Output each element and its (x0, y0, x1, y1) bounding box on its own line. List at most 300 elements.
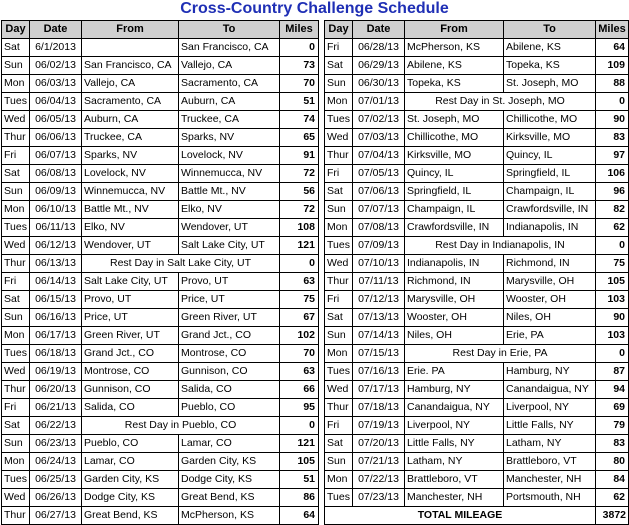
cell-from: Elko, NV (82, 219, 179, 237)
header-day: Day (325, 21, 353, 39)
cell-from: Salt Lake City, UT (82, 273, 179, 291)
cell-date: 07/18/13 (353, 399, 405, 417)
cell-day: Fri (325, 165, 353, 183)
cell-miles: 90 (596, 111, 629, 129)
table-row (325, 417, 629, 435)
table-row (2, 489, 319, 507)
total-row (325, 507, 629, 525)
cell-day: Mon (325, 471, 353, 489)
total-label: TOTAL MILEAGE (325, 507, 596, 525)
header-row (325, 21, 629, 39)
cell-day: Sun (325, 453, 353, 471)
cell-to: St. Joseph, MO (504, 75, 596, 93)
table-row (2, 327, 319, 345)
cell-to: Marysville, OH (504, 273, 596, 291)
cell-miles: 108 (280, 219, 319, 237)
cell-from: Price, UT (82, 309, 179, 327)
cell-to: Grand Jct., CO (179, 327, 280, 345)
cell-from: Sacramento, CA (82, 93, 179, 111)
header-to: To (504, 21, 596, 39)
cell-day: Fri (325, 417, 353, 435)
cell-miles: 72 (280, 201, 319, 219)
table-row (325, 471, 629, 489)
cell-date: 07/20/13 (353, 435, 405, 453)
table-row (325, 147, 629, 165)
cell-miles: 70 (280, 345, 319, 363)
cell-miles: 73 (280, 57, 319, 75)
cell-day: Fri (2, 273, 30, 291)
schedule-body-left (2, 39, 319, 525)
cell-to: Quincy, IL (504, 147, 596, 165)
cell-miles: 62 (596, 219, 629, 237)
cell-to: Springfield, IL (504, 165, 596, 183)
table-row (2, 237, 319, 255)
cell-miles: 0 (280, 417, 319, 435)
cell-from: Pueblo, CO (82, 435, 179, 453)
cell-from: Wooster, OH (405, 309, 504, 327)
table-row (2, 507, 319, 525)
cell-from (82, 39, 179, 57)
cell-miles: 103 (596, 291, 629, 309)
cell-from: Vallejo, CA (82, 75, 179, 93)
cell-date: 07/01/13 (353, 93, 405, 111)
cell-miles: 105 (596, 273, 629, 291)
cell-day: Mon (2, 201, 30, 219)
table-row (2, 165, 319, 183)
cell-day: Wed (2, 489, 30, 507)
cell-date: 06/10/13 (30, 201, 82, 219)
cell-from: Montrose, CO (82, 363, 179, 381)
cell-to: Winnemucca, NV (179, 165, 280, 183)
cell-from: Crawfordsville, IN (405, 219, 504, 237)
cell-day: Mon (2, 453, 30, 471)
table-row (2, 273, 319, 291)
cell-date: 07/19/13 (353, 417, 405, 435)
cell-to: Salida, CO (179, 381, 280, 399)
table-row (325, 219, 629, 237)
cell-miles: 0 (596, 237, 629, 255)
cell-from: Sparks, NV (82, 147, 179, 165)
header-to: To (179, 21, 280, 39)
cell-day: Sun (325, 75, 353, 93)
cell-miles: 0 (280, 39, 319, 57)
cell-day: Mon (325, 345, 353, 363)
cell-day: Tues (325, 237, 353, 255)
cell-date: 6/1/2013 (30, 39, 82, 57)
cell-miles: 75 (596, 255, 629, 273)
cell-from: Canandaigua, NY (405, 399, 504, 417)
table-row (325, 363, 629, 381)
cell-day: Fri (2, 147, 30, 165)
cell-date: 06/26/13 (30, 489, 82, 507)
cell-from: Great Bend, KS (82, 507, 179, 525)
cell-date: 06/20/13 (30, 381, 82, 399)
header-row (2, 21, 319, 39)
cell-date: 06/28/13 (353, 39, 405, 57)
cell-miles: 63 (280, 273, 319, 291)
page-title: Cross-Country Challenge Schedule (180, 0, 449, 17)
cell-date: 06/08/13 (30, 165, 82, 183)
cell-miles: 87 (596, 363, 629, 381)
header-date: Date (353, 21, 405, 39)
cell-to: Indianapolis, IN (504, 219, 596, 237)
cell-miles: 83 (596, 129, 629, 147)
cell-to: Hamburg, NY (504, 363, 596, 381)
cell-day: Mon (325, 219, 353, 237)
cell-miles: 66 (280, 381, 319, 399)
cell-from: Provo, UT (82, 291, 179, 309)
table-row (325, 327, 629, 345)
cell-miles: 75 (280, 291, 319, 309)
cell-miles: 86 (280, 489, 319, 507)
cell-date: 06/03/13 (30, 75, 82, 93)
table-row (325, 165, 629, 183)
cell-rest-day: Rest Day in Pueblo, CO (82, 417, 280, 435)
table-row (2, 417, 319, 435)
cell-date: 06/30/13 (353, 75, 405, 93)
cell-date: 07/10/13 (353, 255, 405, 273)
schedule-table-right (324, 20, 629, 525)
cell-date: 06/23/13 (30, 435, 82, 453)
cell-day: Wed (2, 237, 30, 255)
cell-to: Brattleboro, VT (504, 453, 596, 471)
cell-date: 06/18/13 (30, 345, 82, 363)
cell-day: Tues (2, 471, 30, 489)
table-row (325, 93, 629, 111)
cell-to: Price, UT (179, 291, 280, 309)
schedule-body-right (325, 39, 629, 507)
table-row (2, 399, 319, 417)
cell-date: 07/16/13 (353, 363, 405, 381)
table-row (2, 435, 319, 453)
table-row (325, 399, 629, 417)
table-row (2, 471, 319, 489)
table-row (325, 345, 629, 363)
cell-to: Crawfordsville, IN (504, 201, 596, 219)
cell-to: Sparks, NV (179, 129, 280, 147)
cell-from: Green River, UT (82, 327, 179, 345)
table-row (325, 435, 629, 453)
cell-to: Wooster, OH (504, 291, 596, 309)
cell-miles: 0 (596, 93, 629, 111)
cell-date: 07/08/13 (353, 219, 405, 237)
cell-day: Tues (2, 93, 30, 111)
cell-day: Mon (2, 75, 30, 93)
header-from: From (405, 21, 504, 39)
cell-to: Gunnison, CO (179, 363, 280, 381)
cell-date: 06/13/13 (30, 255, 82, 273)
cell-day: Tues (325, 363, 353, 381)
cell-to: San Francisco, CA (179, 39, 280, 57)
cell-to: Niles, OH (504, 309, 596, 327)
cell-miles: 0 (596, 345, 629, 363)
cell-miles: 62 (596, 489, 629, 507)
table-row (325, 291, 629, 309)
cell-to: Liverpool, NY (504, 399, 596, 417)
cell-date: 06/21/13 (30, 399, 82, 417)
cell-miles: 109 (596, 57, 629, 75)
table-row (2, 219, 319, 237)
cell-date: 07/22/13 (353, 471, 405, 489)
cell-miles: 70 (280, 75, 319, 93)
table-row (2, 147, 319, 165)
cell-date: 06/04/13 (30, 93, 82, 111)
cell-date: 07/06/13 (353, 183, 405, 201)
cell-to: Little Falls, NY (504, 417, 596, 435)
cell-miles: 121 (280, 435, 319, 453)
cell-day: Thur (2, 507, 30, 525)
cell-miles: 91 (280, 147, 319, 165)
cell-day: Wed (325, 381, 353, 399)
cell-day: Thur (325, 147, 353, 165)
cell-date: 07/12/13 (353, 291, 405, 309)
cell-day: Tues (2, 219, 30, 237)
table-row (325, 273, 629, 291)
cell-from: Champaign, IL (405, 201, 504, 219)
table-row (325, 309, 629, 327)
cell-day: Fri (2, 399, 30, 417)
cell-miles: 84 (596, 471, 629, 489)
cell-from: St. Joseph, MO (405, 111, 504, 129)
cell-to: Portsmouth, NH (504, 489, 596, 507)
cell-date: 06/29/13 (353, 57, 405, 75)
cell-day: Sat (325, 183, 353, 201)
cell-date: 07/05/13 (353, 165, 405, 183)
cell-date: 06/06/13 (30, 129, 82, 147)
cell-day: Sat (2, 417, 30, 435)
cell-date: 06/17/13 (30, 327, 82, 345)
cell-from: Liverpool, NY (405, 417, 504, 435)
cell-from: Grand Jct., CO (82, 345, 179, 363)
cell-miles: 65 (280, 129, 319, 147)
cell-from: Richmond, IN (405, 273, 504, 291)
cell-from: McPherson, KS (405, 39, 504, 57)
cell-to: Dodge City, KS (179, 471, 280, 489)
table-row (2, 309, 319, 327)
cell-day: Fri (325, 291, 353, 309)
cell-date: 06/14/13 (30, 273, 82, 291)
cell-date: 06/15/13 (30, 291, 82, 309)
cell-day: Sat (325, 309, 353, 327)
cell-day: Sat (2, 39, 30, 57)
table-row (325, 183, 629, 201)
cell-miles: 51 (280, 471, 319, 489)
cell-miles: 83 (596, 435, 629, 453)
cell-date: 06/02/13 (30, 57, 82, 75)
cell-date: 06/27/13 (30, 507, 82, 525)
cell-to: Chillicothe, MO (504, 111, 596, 129)
cell-to: Truckee, CA (179, 111, 280, 129)
cell-date: 06/07/13 (30, 147, 82, 165)
cell-date: 06/09/13 (30, 183, 82, 201)
cell-from: Niles, OH (405, 327, 504, 345)
cell-to: Wendover, UT (179, 219, 280, 237)
cell-day: Wed (2, 363, 30, 381)
cell-day: Mon (325, 93, 353, 111)
cell-miles: 64 (596, 39, 629, 57)
cell-from: Chillicothe, MO (405, 129, 504, 147)
cell-from: Topeka, KS (405, 75, 504, 93)
cell-to: Great Bend, KS (179, 489, 280, 507)
cell-to: Canandaigua, NY (504, 381, 596, 399)
cell-day: Tues (325, 111, 353, 129)
cell-date: 06/05/13 (30, 111, 82, 129)
table-row (325, 75, 629, 93)
cell-day: Sun (2, 309, 30, 327)
header-date: Date (30, 21, 82, 39)
cell-date: 06/16/13 (30, 309, 82, 327)
cell-to: Battle Mt., NV (179, 183, 280, 201)
cell-day: Mon (2, 327, 30, 345)
cell-miles: 106 (596, 165, 629, 183)
cell-from: Lamar, CO (82, 453, 179, 471)
cell-to: Pueblo, CO (179, 399, 280, 417)
cell-rest-day: Rest Day in St. Joseph, MO (405, 93, 596, 111)
cell-to: Auburn, CA (179, 93, 280, 111)
cell-to: Manchester, NH (504, 471, 596, 489)
cell-day: Wed (325, 255, 353, 273)
cell-date: 07/15/13 (353, 345, 405, 363)
cell-to: Erie, PA (504, 327, 596, 345)
cell-day: Sun (2, 183, 30, 201)
cell-from: Marysville, OH (405, 291, 504, 309)
cell-from: Dodge City, KS (82, 489, 179, 507)
cell-to: McPherson, KS (179, 507, 280, 525)
cell-to: Garden City, KS (179, 453, 280, 471)
cell-day: Fri (325, 39, 353, 57)
cell-date: 06/11/13 (30, 219, 82, 237)
cell-from: Manchester, NH (405, 489, 504, 507)
cell-date: 06/22/13 (30, 417, 82, 435)
cell-day: Sun (2, 435, 30, 453)
cell-to: Kirksville, MO (504, 129, 596, 147)
cell-from: Abilene, KS (405, 57, 504, 75)
header-miles: Miles (596, 21, 629, 39)
cell-date: 06/19/13 (30, 363, 82, 381)
cell-to: Elko, NV (179, 201, 280, 219)
cell-rest-day: Rest Day in Indianapolis, IN (405, 237, 596, 255)
cell-day: Sun (325, 327, 353, 345)
cell-day: Sun (2, 57, 30, 75)
cell-date: 07/11/13 (353, 273, 405, 291)
cell-miles: 88 (596, 75, 629, 93)
cell-day: Sat (2, 291, 30, 309)
table-row (2, 57, 319, 75)
cell-miles: 102 (280, 327, 319, 345)
cell-date: 07/17/13 (353, 381, 405, 399)
cell-from: Springfield, IL (405, 183, 504, 201)
cell-miles: 82 (596, 201, 629, 219)
table-row (2, 75, 319, 93)
cell-miles: 72 (280, 165, 319, 183)
table-row (2, 93, 319, 111)
cell-to: Lovelock, NV (179, 147, 280, 165)
table-row (325, 129, 629, 147)
cell-from: Winnemucca, NV (82, 183, 179, 201)
cell-from: Erie. PA (405, 363, 504, 381)
cell-miles: 63 (280, 363, 319, 381)
cell-date: 06/12/13 (30, 237, 82, 255)
table-row (325, 57, 629, 75)
cell-from: Lovelock, NV (82, 165, 179, 183)
schedule-table-left (1, 20, 319, 525)
cell-day: Tues (2, 345, 30, 363)
cell-to: Topeka, KS (504, 57, 596, 75)
cell-to: Montrose, CO (179, 345, 280, 363)
table-row (325, 453, 629, 471)
cell-to: Champaign, IL (504, 183, 596, 201)
cell-rest-day: Rest Day in Erie, PA (405, 345, 596, 363)
cell-day: Sun (325, 201, 353, 219)
cell-miles: 64 (280, 507, 319, 525)
cell-to: Abilene, KS (504, 39, 596, 57)
cell-miles: 74 (280, 111, 319, 129)
cell-miles: 121 (280, 237, 319, 255)
cell-miles: 69 (596, 399, 629, 417)
cell-date: 07/14/13 (353, 327, 405, 345)
cell-date: 07/13/13 (353, 309, 405, 327)
cell-from: Little Falls, NY (405, 435, 504, 453)
cell-day: Thur (2, 255, 30, 273)
table-row (325, 111, 629, 129)
cell-date: 07/09/13 (353, 237, 405, 255)
cell-to: Sacramento, CA (179, 75, 280, 93)
table-row (2, 291, 319, 309)
cell-day: Thur (325, 399, 353, 417)
cell-miles: 90 (596, 309, 629, 327)
cell-from: Battle Mt., NV (82, 201, 179, 219)
cell-day: Sat (2, 165, 30, 183)
table-row (2, 381, 319, 399)
cell-to: Richmond, IN (504, 255, 596, 273)
cell-from: Salida, CO (82, 399, 179, 417)
cell-from: Latham, NY (405, 453, 504, 471)
cell-date: 06/24/13 (30, 453, 82, 471)
cell-day: Thur (325, 273, 353, 291)
header-miles: Miles (280, 21, 319, 39)
table-row (2, 363, 319, 381)
cell-from: Kirksville, MO (405, 147, 504, 165)
cell-day: Wed (325, 129, 353, 147)
cell-rest-day: Rest Day in Salt Lake City, UT (82, 255, 280, 273)
cell-day: Sat (325, 57, 353, 75)
cell-to: Salt Lake City, UT (179, 237, 280, 255)
cell-from: Quincy, IL (405, 165, 504, 183)
cell-from: Truckee, CA (82, 129, 179, 147)
cell-day: Thur (2, 129, 30, 147)
cell-miles: 105 (280, 453, 319, 471)
table-row (2, 201, 319, 219)
table-row (2, 453, 319, 471)
cell-date: 07/23/13 (353, 489, 405, 507)
cell-miles: 95 (280, 399, 319, 417)
cell-miles: 94 (596, 381, 629, 399)
header-from: From (82, 21, 179, 39)
table-row (325, 201, 629, 219)
cell-to: Green River, UT (179, 309, 280, 327)
cell-miles: 51 (280, 93, 319, 111)
cell-from: Auburn, CA (82, 111, 179, 129)
cell-date: 06/25/13 (30, 471, 82, 489)
cell-to: Provo, UT (179, 273, 280, 291)
cell-date: 07/04/13 (353, 147, 405, 165)
cell-to: Latham, NY (504, 435, 596, 453)
cell-date: 07/02/13 (353, 111, 405, 129)
cell-to: Vallejo, CA (179, 57, 280, 75)
cell-to: Lamar, CO (179, 435, 280, 453)
cell-date: 07/21/13 (353, 453, 405, 471)
cell-miles: 80 (596, 453, 629, 471)
